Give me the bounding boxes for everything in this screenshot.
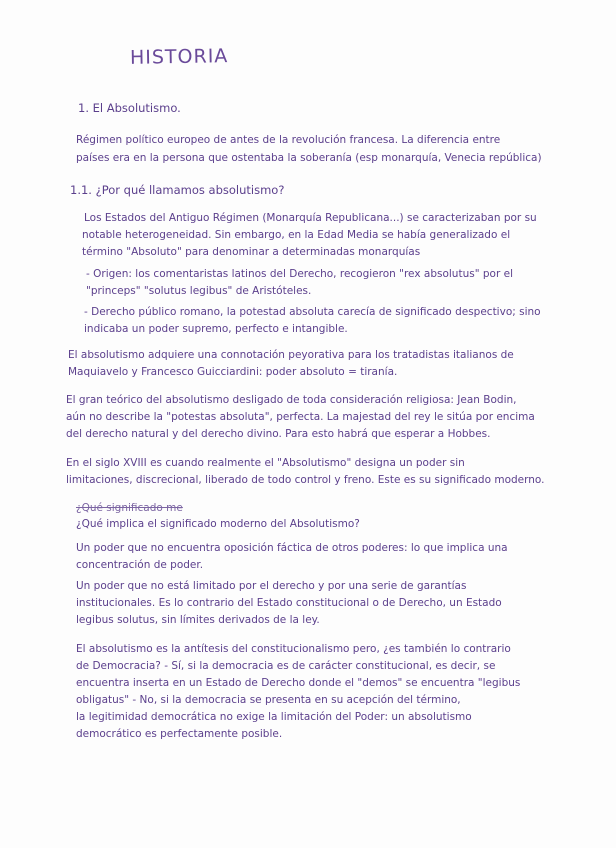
text-line: - Origen: los comentaristas latinos del Derecho, recogieron "rex absolutus" por el — [86, 268, 513, 280]
text-line: limitaciones, discrecional, liberado de todo control y freno. Este es su significado moderno. — [66, 474, 545, 486]
page-title: HISTORIA — [129, 45, 229, 69]
text-line: aún no describe la "potestas absoluta", perfecta. La majestad del rey le sitúa por encima — [66, 411, 535, 423]
text-line: legibus solutus, sin límites derivados de la ley. — [76, 614, 320, 626]
subsection-heading: 1.1. ¿Por qué llamamos absolutismo? — [70, 183, 285, 197]
text-line: de Democracia? - Sí, si la democracia es de carácter constitucional, es decir, se — [76, 660, 496, 672]
text-line: - Derecho público romano, la potestad absoluta carecía de significado despectivo; sino — [84, 306, 541, 318]
text-line: El gran teórico del absolutismo desligado de toda consideración religiosa: Jean Bodin, — [66, 394, 517, 406]
text-line: El absolutismo es la antítesis del constitucionalismo pero, ¿es también lo contrario — [76, 643, 511, 655]
text-line: Un poder que no está limitado por el derecho y por una serie de garantías — [76, 580, 467, 592]
text-line: Un poder que no encuentra oposición fáctica de otros poderes: lo que implica una — [76, 542, 508, 554]
text-line: "princeps" "solutus legibus" de Aristóteles. — [86, 285, 312, 297]
text-line: En el siglo XVIII es cuando realmente el "Absolutismo" designa un poder sin — [66, 457, 465, 469]
text-line: institucionales. Es lo contrario del Estado constitucional o de Derecho, un Estado — [76, 597, 502, 609]
text-line: Los Estados del Antiguo Régimen (Monarquía Republicana...) se caracterizaban por su — [84, 212, 537, 224]
text-line: indicaba un poder supremo, perfecto e intangible. — [84, 323, 348, 335]
text-line: la legitimidad democrática no exige la limitación del Poder: un absolutismo — [76, 711, 472, 723]
text-line: obligatus" - No, si la democracia se presenta en su acepción del término, — [76, 694, 461, 706]
text-line: Maquiavelo y Francesco Guicciardini: poder absoluto = tiranía. — [68, 366, 398, 378]
text-line: países era en la persona que ostentaba la soberanía (esp monarquía, Venecia república) — [76, 152, 542, 164]
section-heading: 1. El Absolutismo. — [78, 101, 181, 115]
crossed-out-line: ¿Qué significado me — [76, 502, 183, 514]
text-line: término "Absoluto" para denominar a determinadas monarquías — [82, 246, 421, 258]
text-line: El absolutismo adquiere una connotación peyorativa para los tratadistas italianos de — [68, 349, 514, 361]
text-line: concentración de poder. — [76, 559, 204, 571]
text-line: Régimen político europeo de antes de la revolución francesa. La diferencia entre — [76, 134, 501, 146]
question-heading: ¿Qué implica el significado moderno del Absolutismo? — [76, 518, 360, 530]
text-line: notable heterogeneidad. Sin embargo, en la Edad Media se había generalizado el — [82, 229, 511, 241]
text-line: encuentra inserta en un Estado de Derecho donde el "demos" se encuentra "legibus — [76, 677, 521, 689]
text-line: del derecho natural y del derecho divino. Para esto habrá que esperar a Hobbes. — [66, 428, 491, 440]
text-line: democrático es perfectamente posible. — [76, 728, 283, 740]
